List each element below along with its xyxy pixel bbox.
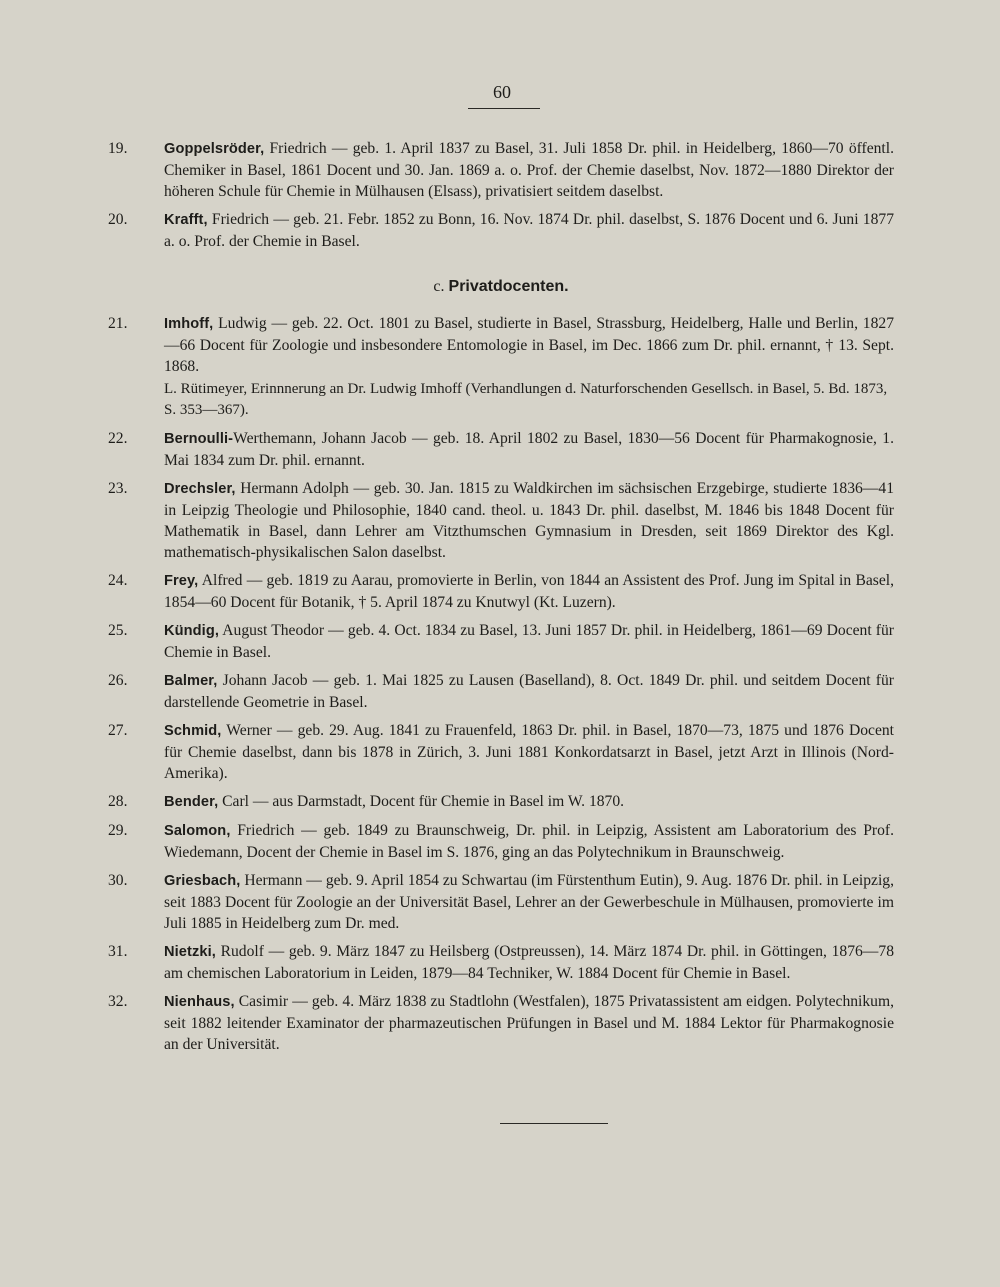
entry-body: Johann Jacob — geb. 1. Mai 1825 zu Lausen (Baselland), 8. Oct. 1849 Dr. phil. und seitdem Docent für darstellende Geometrie in Basel. xyxy=(164,672,894,711)
entry-body: Ludwig — geb. 22. Oct. 1801 zu Basel, studierte in Basel, Strassburg, Heidelberg, Halle und Berlin, 1827—66 Docent für Zoologie und insbesondere Entomologie in Basel, im Dec. 1866 zum Dr. phil. ernannt, † 13. Sept. 1868. xyxy=(164,315,894,375)
entry-number: 25. xyxy=(108,622,128,639)
entry-text xyxy=(164,870,894,934)
entry-surname: Bender, xyxy=(164,794,219,810)
section-heading xyxy=(108,276,894,297)
entry-surname: Balmer, xyxy=(164,673,218,689)
entry-body: Friedrich — geb. 21. Febr. 1852 zu Bonn, 16. Nov. 1874 Dr. phil. daselbst, S. 1876 Docent und 6. Juni 1877 a. o. Prof. der Chemie in Basel. xyxy=(164,211,894,250)
entry-surname: Nietzki, xyxy=(164,944,216,960)
page-content xyxy=(108,138,894,1062)
entry-body: Carl — aus Darmstadt, Docent für Chemie in Basel im W. 1870. xyxy=(218,793,625,810)
page-number: 60 xyxy=(493,82,511,102)
entry-number: 31. xyxy=(108,943,128,960)
entries-section-privatdocenten xyxy=(108,313,894,1055)
entry-number: 29. xyxy=(108,822,128,839)
entry-surname: Schmid, xyxy=(164,723,222,739)
entry-text xyxy=(164,670,894,713)
entry xyxy=(108,670,894,713)
entries-section-professors xyxy=(108,138,894,252)
entry-text xyxy=(164,209,894,252)
entry-number: 22. xyxy=(108,430,128,447)
entry-surname: Krafft, xyxy=(164,212,208,228)
entry-text xyxy=(164,791,894,813)
entry-text xyxy=(164,138,894,202)
entry xyxy=(108,620,894,663)
footer-rule xyxy=(500,1123,608,1124)
entry-number: 21. xyxy=(108,315,128,332)
entry-number: 24. xyxy=(108,572,128,589)
entry-surname: Imhoff, xyxy=(164,316,214,332)
entry-surname: Frey, xyxy=(164,573,199,589)
entry-body: Friedrich — geb. 1849 zu Braunschweig, Dr. phil. in Leipzig, Assistent am Laboratorium des Prof. Wiedemann, Docent der Chemie in Basel im S. 1876, ging an das Polytechnikum in Braunschweig. xyxy=(164,822,894,861)
entry xyxy=(108,870,894,934)
header-rule xyxy=(468,108,540,109)
entry-text xyxy=(164,313,894,377)
entry-body: Werner — geb. 29. Aug. 1841 zu Frauenfeld, 1863 Dr. phil. in Basel, 1870—73, 1875 und 1876 Docent für Chemie daselbst, dann bis 1878 in Zürich, 3. Juni 1881 Konkordatsarzt in Basel, jetzt Arzt in Illinois (Nord-Amerika). xyxy=(164,722,894,782)
entry-text xyxy=(164,720,894,784)
entry-text xyxy=(164,570,894,613)
entry-text xyxy=(164,478,894,563)
entry-number: 23. xyxy=(108,480,128,497)
entry-number: 26. xyxy=(108,672,128,689)
entry-text xyxy=(164,820,894,863)
entry-surname: Griesbach, xyxy=(164,873,241,889)
entry-body: Hermann — geb. 9. April 1854 zu Schwartau (im Fürstenthum Eutin), 9. Aug. 1876 Dr. phil. in Leipzig, seit 1883 Docent für Zoologie an der Universität Basel, Lehrer an der Gewerbeschule in Mülhausen, promovierte im Juli 1885 in Heidelberg zum Dr. med. xyxy=(164,872,894,932)
entry-body: Alfred — geb. 1819 zu Aarau, promovierte in Berlin, von 1844 an Assistent des Prof. Jung im Spital in Basel, 1854—60 Docent für Botanik, † 5. April 1874 zu Knutwyl (Kt. Luzern). xyxy=(164,572,894,611)
entry-body: Werthemann, Johann Jacob — geb. 18. April 1802 zu Basel, 1830—56 Docent für Pharmakognosie, 1. Mai 1834 zum Dr. phil. ernannt. xyxy=(164,430,894,469)
entry-text xyxy=(164,991,894,1055)
entry-note: L. Rütimeyer, Erinnnerung an Dr. Ludwig Imhoff (Verhandlungen d. Naturforschenden Gesellsch. in Basel, 5. Bd. 1873, S. 353—367). xyxy=(164,381,888,418)
entry-number: 28. xyxy=(108,793,128,810)
entry-body: August Theodor — geb. 4. Oct. 1834 zu Basel, 13. Juni 1857 Dr. phil. in Heidelberg, 1861—69 Docent für Chemie in Basel. xyxy=(164,622,894,661)
entry xyxy=(108,138,894,202)
entry-surname: Bernoulli- xyxy=(164,431,234,447)
entry-body: Rudolf — geb. 9. März 1847 zu Heilsberg (Ostpreussen), 14. März 1874 Dr. phil. in Göttingen, 1876—78 am chemischen Laboratorium in Leiden, 1879—84 Techniker, W. 1884 Docent für Chemie in Basel. xyxy=(164,943,894,982)
entry-body: Friedrich — geb. 1. April 1837 zu Basel, 31. Juli 1858 Dr. phil. in Heidelberg, 1860—70 öffentl. Chemiker in Basel, 1861 Docent und 30. Jan. 1869 a. o. Prof. der Chemie daselbst, Nov. 1872—1880 Direktor der höheren Schule für Chemie in Mülhausen (Elsass), privatisiert seitdem daselbst. xyxy=(164,140,894,200)
entry-body: Casimir — geb. 4. März 1838 zu Stadtlohn (Westfalen), 1875 Privatassistent am eidgen. Polytechnikum, seit 1882 leitender Examinator der pharmazeutischen Prüfungen in Basel und M. 1884 Lektor für Pharmakognosie an der Universität. xyxy=(164,993,894,1053)
entry xyxy=(108,209,894,252)
entry-text xyxy=(164,620,894,663)
entry-number: 19. xyxy=(108,140,128,157)
entry-number: 30. xyxy=(108,872,128,889)
entry xyxy=(108,478,894,563)
entry xyxy=(108,313,894,421)
entry-number: 20. xyxy=(108,211,128,228)
entry xyxy=(108,570,894,613)
entry-surname: Nienhaus, xyxy=(164,994,235,1010)
entry-surname: Kündig, xyxy=(164,623,220,639)
entry xyxy=(108,720,894,784)
section-heading-title: Privatdocenten. xyxy=(448,278,569,295)
entry-surname: Salomon, xyxy=(164,823,231,839)
entry xyxy=(108,791,894,813)
entry xyxy=(108,991,894,1055)
entry-body: Hermann Adolph — geb. 30. Jan. 1815 zu Waldkirchen im sächsischen Erzgebirge, studierte 1836—41 in Leipzig Theologie und Philosophie, 1840 cand. theol. u. 1843 Dr. phil. daselbst, M. 1846 bis 1848 Docent für Mathematik in Basel, dann Lehrer am Vitzthumschen Gymnasium in Dresden, seit 1869 Direktor des Kgl. mathematisch-physikalischen Salon daselbst. xyxy=(164,480,894,561)
section-heading-prefix: c. xyxy=(433,278,449,295)
entry-text xyxy=(164,428,894,471)
entry xyxy=(108,428,894,471)
entry-number: 27. xyxy=(108,722,128,739)
entry-number: 32. xyxy=(108,993,128,1010)
entry xyxy=(108,941,894,984)
entry xyxy=(108,820,894,863)
entry-surname: Goppelsröder, xyxy=(164,141,265,157)
entry-text xyxy=(164,941,894,984)
entry-surname: Drechsler, xyxy=(164,481,236,497)
